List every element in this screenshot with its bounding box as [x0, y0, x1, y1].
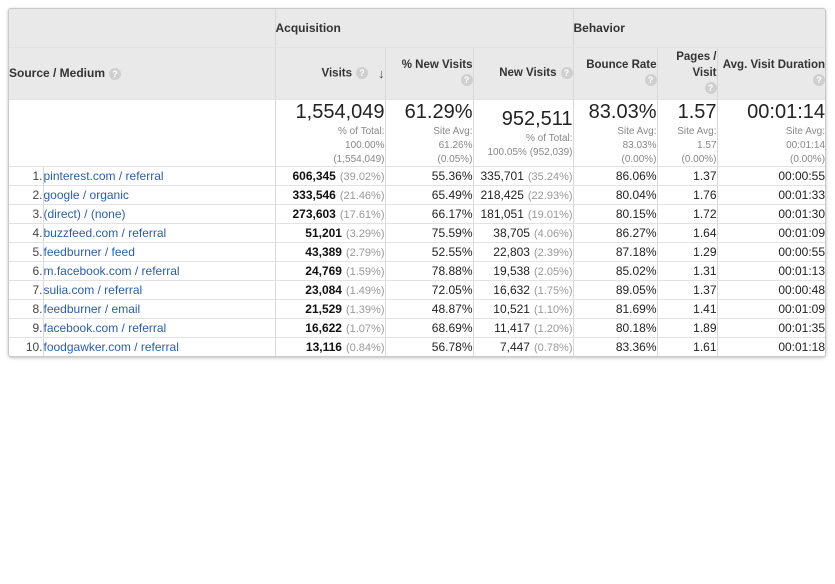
- row-visits: [275, 185, 385, 204]
- help-icon[interactable]: ?: [356, 67, 368, 79]
- row-new-visits-value: 19,538: [493, 263, 530, 278]
- totals-new-visits-pct-sub1: Site Avg:: [433, 125, 473, 137]
- help-icon[interactable]: ?: [461, 74, 473, 86]
- help-icon[interactable]: ?: [705, 82, 717, 94]
- row-visits: [275, 318, 385, 337]
- table-row: [9, 204, 825, 223]
- row-new-visits: [473, 242, 573, 261]
- row-bounce-rate: 86.06%: [573, 166, 657, 185]
- row-visits: [275, 299, 385, 318]
- row-source-medium[interactable]: [43, 242, 275, 261]
- row-avg-visit-duration: 00:01:30: [717, 204, 825, 223]
- header-pages-visit[interactable]: [657, 47, 717, 99]
- row-avg-visit-duration: 00:01:13: [717, 261, 825, 280]
- row-visits-pct: (1.39%): [345, 303, 385, 316]
- header-avg-visit-duration-label: Avg. Visit Duration: [722, 58, 826, 71]
- table-row: [9, 280, 825, 299]
- totals-avg-visit-duration-sub1: Site Avg:: [785, 125, 826, 137]
- row-visits-pct: (39.02%): [339, 170, 385, 183]
- row-pages-visit: 1.61: [657, 337, 717, 356]
- totals-new-visits-pct-value: 61.29%: [404, 100, 473, 123]
- row-source-medium[interactable]: [43, 299, 275, 318]
- row-new-visits-share: (4.06%): [533, 227, 573, 240]
- totals-new-visits: [473, 99, 573, 166]
- row-new-visits: [473, 261, 573, 280]
- totals-bounce-rate-sub3: (0.00%): [621, 153, 657, 165]
- header-group-dimension: [9, 9, 275, 47]
- row-index: 5.: [9, 242, 43, 261]
- row-visits-value: 16,622: [305, 320, 342, 335]
- row-new-visits-share: (19.01%): [527, 208, 573, 221]
- source-medium-link[interactable]: feedburner / feed: [43, 244, 135, 259]
- row-avg-visit-duration: 00:01:35: [717, 318, 825, 337]
- header-visits-label: Visits: [321, 67, 352, 79]
- row-avg-visit-duration: 00:00:48: [717, 280, 825, 299]
- row-avg-visit-duration: 00:01:09: [717, 223, 825, 242]
- header-new-visits[interactable]: [473, 47, 573, 99]
- row-new-visits-pct: 65.49%: [385, 185, 473, 204]
- row-new-visits-share: (22.93%): [527, 189, 573, 202]
- help-icon[interactable]: ?: [813, 74, 825, 86]
- table-row: [9, 337, 825, 356]
- row-visits-value: 23,084: [305, 282, 342, 297]
- totals-pages-visit-value: 1.57: [677, 100, 717, 123]
- row-visits-value: 43,389: [305, 244, 342, 259]
- row-visits-pct: (1.49%): [345, 284, 385, 297]
- row-new-visits-value: 7,447: [499, 339, 530, 354]
- table-row: [9, 166, 825, 185]
- totals-bounce-rate: [573, 99, 657, 166]
- row-source-medium[interactable]: [43, 223, 275, 242]
- source-medium-link[interactable]: sulia.com / referral: [43, 282, 143, 297]
- row-visits-value: 13,116: [305, 339, 342, 354]
- totals-bounce-rate-value: 83.03%: [588, 100, 657, 123]
- row-visits-pct: (1.59%): [345, 265, 385, 278]
- row-visits-pct: (2.79%): [345, 246, 385, 259]
- row-avg-visit-duration: 00:00:55: [717, 166, 825, 185]
- row-new-visits: [473, 185, 573, 204]
- header-source-medium-label: Source / Medium: [9, 66, 106, 80]
- totals-bounce-rate-sub1: Site Avg:: [617, 125, 657, 137]
- row-new-visits: [473, 166, 573, 185]
- row-new-visits-share: (1.75%): [533, 284, 573, 297]
- row-new-visits-share: (35.24%): [527, 170, 573, 183]
- row-index: 9.: [9, 318, 43, 337]
- sort-descending-icon[interactable]: ↓: [378, 65, 385, 81]
- row-new-visits: [473, 280, 573, 299]
- row-bounce-rate: 80.15%: [573, 204, 657, 223]
- row-new-visits-pct: 78.88%: [385, 261, 473, 280]
- row-bounce-rate: 80.18%: [573, 318, 657, 337]
- row-source-medium[interactable]: [43, 261, 275, 280]
- header-source-medium[interactable]: [9, 47, 275, 99]
- row-new-visits-share: (0.78%): [533, 341, 573, 354]
- row-visits-value: 333,546: [292, 187, 336, 202]
- row-bounce-rate: 86.27%: [573, 223, 657, 242]
- row-visits: [275, 204, 385, 223]
- row-source-medium[interactable]: [43, 204, 275, 223]
- source-medium-link[interactable]: foodgawker.com / referral: [43, 339, 179, 354]
- totals-avg-visit-duration-sub2: 00:01:14: [786, 139, 826, 151]
- row-index: 10.: [9, 337, 43, 356]
- row-new-visits-share: (2.39%): [533, 246, 573, 259]
- row-new-visits: [473, 204, 573, 223]
- totals-pages-visit-sub3: (0.00%): [681, 153, 717, 165]
- header-group-behavior: Behavior: [573, 9, 825, 47]
- totals-visits-sub2: 100.00%: [345, 139, 385, 151]
- row-visits-pct: (1.07%): [345, 322, 385, 335]
- totals-avg-visit-duration: [717, 99, 825, 166]
- totals-visits-sub1: % of Total:: [337, 125, 385, 137]
- row-index: 4.: [9, 223, 43, 242]
- table-row: [9, 242, 825, 261]
- totals-new-visits-pct: [385, 99, 473, 166]
- row-new-visits-pct: 52.55%: [385, 242, 473, 261]
- row-pages-visit: 1.41: [657, 299, 717, 318]
- row-pages-visit: 1.31: [657, 261, 717, 280]
- header-group-row: [9, 9, 825, 47]
- header-pages-visit-label: Pages / Visit: [676, 50, 717, 79]
- totals-pages-visit-sub1: Site Avg:: [677, 125, 717, 137]
- totals-visits: [275, 99, 385, 166]
- header-bounce-rate-label: Bounce Rate: [586, 58, 657, 71]
- row-visits-value: 273,603: [292, 206, 336, 221]
- row-pages-visit: 1.89: [657, 318, 717, 337]
- row-source-medium[interactable]: [43, 318, 275, 337]
- traffic-sources-table: [9, 9, 825, 356]
- row-new-visits-pct: 56.78%: [385, 337, 473, 356]
- row-index: 8.: [9, 299, 43, 318]
- totals-visits-value: 1,554,049: [295, 100, 385, 123]
- source-medium-link[interactable]: feedburner / email: [43, 301, 141, 316]
- source-medium-link[interactable]: m.facebook.com / referral: [43, 263, 180, 278]
- totals-bounce-rate-sub2: 83.03%: [622, 139, 657, 151]
- row-pages-visit: 1.37: [657, 280, 717, 299]
- totals-avg-visit-duration-sub3: (0.00%): [790, 153, 826, 165]
- row-new-visits: [473, 299, 573, 318]
- totals-new-visits-pct-sub2: 61.26%: [438, 139, 473, 151]
- totals-visits-sub3: (1,554,049): [333, 153, 385, 165]
- header-group-acquisition: Acquisition: [275, 9, 573, 47]
- help-icon[interactable]: ?: [109, 68, 121, 80]
- row-source-medium[interactable]: [43, 280, 275, 299]
- row-new-visits-value: 10,521: [493, 301, 530, 316]
- row-index: 7.: [9, 280, 43, 299]
- row-visits-pct: (0.84%): [345, 341, 385, 354]
- row-new-visits-pct: 55.36%: [385, 166, 473, 185]
- row-bounce-rate: 85.02%: [573, 261, 657, 280]
- row-pages-visit: 1.76: [657, 185, 717, 204]
- row-new-visits: [473, 337, 573, 356]
- row-new-visits-value: 181,051: [480, 206, 524, 221]
- row-visits-value: 21,529: [305, 301, 342, 316]
- report-table-container: [8, 8, 826, 357]
- table-row: [9, 223, 825, 242]
- totals-pages-visit: [657, 99, 717, 166]
- row-avg-visit-duration: 00:01:33: [717, 185, 825, 204]
- source-medium-link[interactable]: pinterest.com / referral: [43, 168, 164, 183]
- totals-avg-visit-duration-value: 00:01:14: [747, 100, 826, 123]
- row-pages-visit: 1.64: [657, 223, 717, 242]
- row-pages-visit: 1.72: [657, 204, 717, 223]
- table-row: [9, 318, 825, 337]
- totals-new-visits-sub1: % of Total:: [526, 132, 573, 144]
- totals-row: [9, 99, 825, 166]
- row-new-visits-value: 38,705: [493, 225, 530, 240]
- totals-blank-cell: [9, 99, 275, 166]
- totals-new-visits-sub2: 100.05% (952,039): [487, 146, 573, 158]
- row-new-visits-pct: 75.59%: [385, 223, 473, 242]
- totals-pages-visit-sub2: 1.57: [697, 139, 717, 151]
- row-visits: [275, 261, 385, 280]
- row-new-visits-value: 22,803: [493, 244, 530, 259]
- header-new-visits-pct-label: % New Visits: [401, 58, 473, 71]
- row-avg-visit-duration: 00:00:55: [717, 242, 825, 261]
- table-row: [9, 261, 825, 280]
- header-new-visits-label: New Visits: [499, 66, 557, 79]
- row-avg-visit-duration: 00:01:09: [717, 299, 825, 318]
- help-icon[interactable]: ?: [645, 74, 657, 86]
- header-visits[interactable]: [275, 47, 385, 99]
- row-avg-visit-duration: 00:01:18: [778, 339, 826, 354]
- source-medium-link[interactable]: facebook.com / referral: [43, 320, 167, 335]
- row-index: 3.: [9, 204, 43, 223]
- row-bounce-rate: 80.04%: [573, 185, 657, 204]
- row-visits-value: 606,345: [292, 168, 336, 183]
- table-row: [9, 299, 825, 318]
- header-bounce-rate[interactable]: [573, 47, 657, 99]
- row-source-medium[interactable]: [43, 337, 275, 356]
- row-bounce-rate: 87.18%: [573, 242, 657, 261]
- header-column-row: [9, 47, 825, 99]
- row-bounce-rate: 81.69%: [573, 299, 657, 318]
- row-new-visits-value: 11,417: [494, 320, 530, 335]
- row-new-visits-pct: 68.69%: [385, 318, 473, 337]
- header-avg-visit-duration[interactable]: [717, 47, 825, 99]
- row-bounce-rate: 83.36%: [573, 337, 657, 356]
- row-pages-visit: 1.37: [657, 166, 717, 185]
- source-medium-link[interactable]: buzzfeed.com / referral: [43, 225, 167, 240]
- row-visits-value: 51,201: [305, 225, 342, 240]
- totals-new-visits-pct-sub3: (0.05%): [437, 153, 473, 165]
- row-new-visits-share: (1.10%): [533, 303, 573, 316]
- header-new-visits-pct[interactable]: [385, 47, 473, 99]
- row-visits: [275, 337, 385, 356]
- row-visits-pct: (17.61%): [339, 208, 385, 221]
- table-row: [9, 185, 825, 204]
- row-visits: [275, 242, 385, 261]
- row-new-visits: [473, 318, 573, 337]
- row-index: 6.: [9, 261, 43, 280]
- help-icon[interactable]: ?: [561, 67, 573, 79]
- row-pages-visit: 1.29: [657, 242, 717, 261]
- totals-new-visits-value: 952,511: [501, 107, 573, 130]
- row-source-medium[interactable]: [43, 166, 275, 185]
- row-visits: [275, 223, 385, 242]
- row-new-visits-value: 335,701: [480, 168, 524, 183]
- row-new-visits-value: 218,425: [480, 187, 524, 202]
- row-new-visits-share: (1.20%): [533, 322, 573, 335]
- row-index: 1.: [9, 166, 43, 185]
- row-bounce-rate: 89.05%: [573, 280, 657, 299]
- row-visits-pct: (3.29%): [345, 227, 385, 240]
- row-source-medium[interactable]: [43, 185, 275, 204]
- source-medium-link[interactable]: google / organic: [43, 187, 129, 202]
- row-index: 2.: [9, 185, 43, 204]
- row-new-visits-value: 16,632: [493, 282, 530, 297]
- row-new-visits-pct: 72.05%: [385, 280, 473, 299]
- row-new-visits-pct: 48.87%: [385, 299, 473, 318]
- row-new-visits-pct: 66.17%: [385, 204, 473, 223]
- row-visits: [275, 280, 385, 299]
- row-visits-value: 24,769: [305, 263, 342, 278]
- row-visits: [275, 166, 385, 185]
- source-medium-link[interactable]: (direct) / (none): [43, 206, 126, 221]
- row-new-visits-share: (2.05%): [533, 265, 573, 278]
- row-new-visits: [473, 223, 573, 242]
- row-visits-pct: (21.46%): [339, 189, 385, 202]
